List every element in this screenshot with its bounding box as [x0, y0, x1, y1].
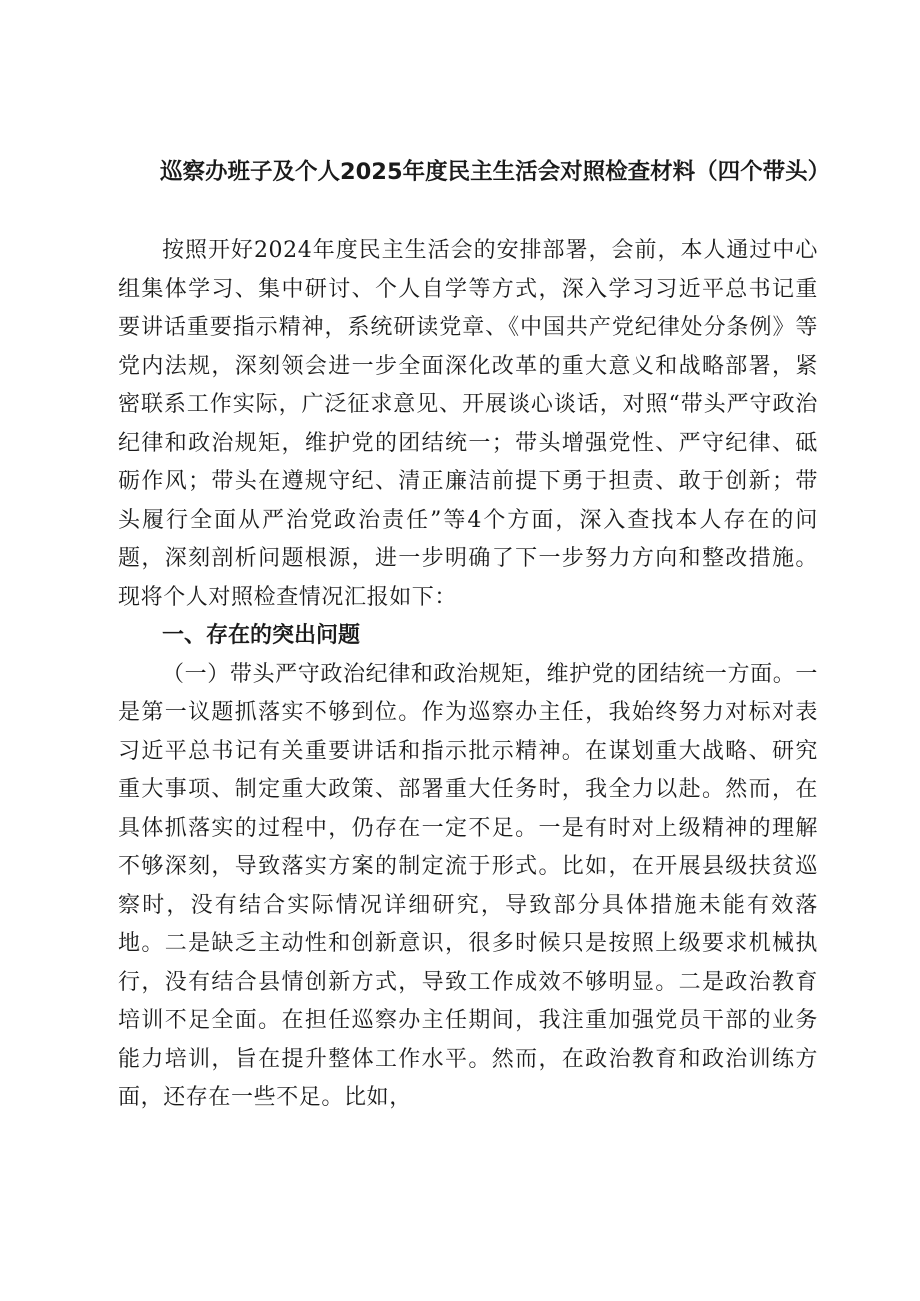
section-paragraph: （一）带头严守政治纪律和政治规矩，维护党的团结统一方面。一是第一议题抓落实不够到位。作为巡察办主任，我始终努力对标对表习近平总书记有关重要讲话和指示批示精神。在谋划重大战略、研究重大事项、制定重大政策、部署重大任务时，我全力以赴。然而，在具体抓落实的过程中，仍存在一定不足。一是有时对上级精神的理解不够深刻，导致落实方案的制定流于形式。比如，在开展县级扶贫巡察时，没有结合实际情况详细研究，导致部分具体措施未能有效落地。二是缺乏主动性和创新意识，很多时候只是按照上级要求机械执行，没有结合县情创新方式，导致工作成效不够明显。二是政治教育培训不足全面。在担任巡察办主任期间，我注重加强党员干部的业务能力培训，旨在提升整体工作水平。然而，在政治教育和政治训练方面，还存在一些不足。比如，: [118, 661, 818, 1110]
document-page: [118, 150, 831, 1118]
document-title: 巡察办班子及个人2025年度民主生活会对照检查材料（四个带头）: [160, 159, 831, 185]
section-heading: 一、存在的突出问题: [162, 623, 361, 648]
intro-paragraph: 按照开好2024年度民主生活会的安排部署，会前，本人通过中心组集体学习、集中研讨、个人自学等方式，深入学习习近平总书记重要讲话重要指示精神，系统研读党章、《中国共产党纪律处分条例》等党内法规，深刻领会进一步全面深化改革的重大意义和战略部署，紧密联系工作实际，广泛征求意见、开展谈心谈话，对照“带头严守政治纪律和政治规矩，维护党的团结统一；带头增强党性、严守纪律、砥砺作风；带头在遵规守纪、清正廉洁前提下勇于担责、敢于创新；带头履行全面从严治党政治责任”等4个方面，深入查找本人存在的问题，深刻剖析问题根源，进一步明确了下一步努力方向和整改措施。现将个人对照检查情况汇报如下：: [118, 238, 818, 610]
